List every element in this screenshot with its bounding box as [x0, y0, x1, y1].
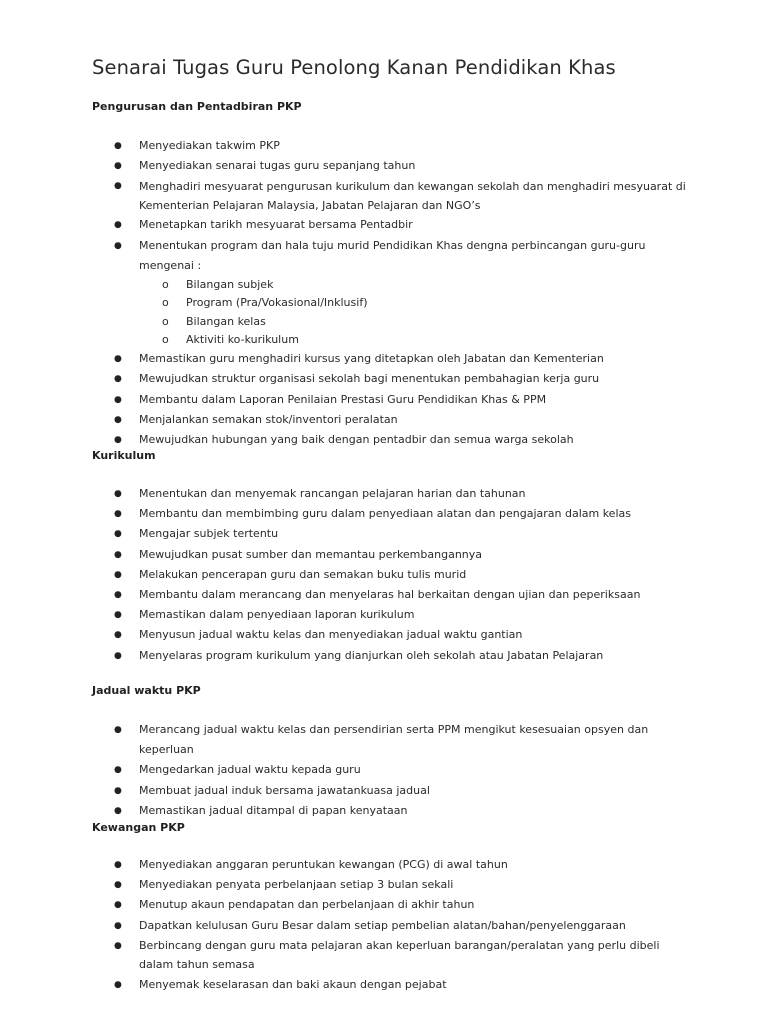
list-item-text: Menyusun jadual waktu kelas dan menyediakan jadual waktu gantian — [139, 628, 523, 642]
bullet-marker: ● — [114, 630, 122, 641]
bullet-marker: ● — [114, 161, 122, 172]
section-list-kurikulum — [0, 484, 768, 666]
list-item — [0, 975, 768, 995]
list-item — [0, 875, 768, 895]
bullet-marker: ● — [114, 240, 122, 251]
list-item-text: Membuat jadual induk bersama jawatankuasa jadual — [139, 783, 430, 797]
sub-bullet-marker: o — [162, 332, 169, 346]
bullet-marker: ● — [114, 489, 122, 499]
list-item — [0, 410, 768, 430]
list-item — [0, 720, 768, 760]
bullet-marker: ● — [114, 765, 122, 776]
list-item-text: Menyediakan senarai tugas guru sepanjang tahun — [139, 159, 416, 173]
list-item — [0, 936, 768, 975]
list-item-text: Menetapkan tarikh mesyuarat bersama Pentadbir — [139, 218, 413, 232]
list-item-text: Memastikan dalam penyediaan laporan kurikulum — [139, 608, 415, 622]
list-item — [0, 484, 768, 504]
bullet-marker: ● — [114, 650, 122, 661]
list-item-text: Menyediakan anggaran peruntukan kewangan (PCG) di awal tahun — [139, 858, 508, 871]
section-list-jadual — [0, 720, 768, 821]
bullet-marker: ● — [114, 374, 122, 385]
bullet-marker: ● — [114, 354, 122, 365]
list-item-text: Menyelaras program kurikulum yang dianjurkan oleh sekolah atau Jabatan Pelajaran — [139, 648, 604, 662]
sub-list-item-text: Aktiviti ko-kurikulum — [186, 332, 299, 346]
sub-bullet-marker: o — [162, 296, 169, 310]
bullet-marker: ● — [114, 940, 122, 951]
list-item-text: Berbincang dengan guru mata pelajaran akan keperluan barangan/peralatan yang perlu dibeli dalam tahun semasa — [139, 939, 660, 972]
list-item-text: Menentukan dan menyemak rancangan pelajaran harian dan tahunan — [139, 487, 526, 500]
bullet-marker: ● — [114, 880, 122, 891]
list-item — [0, 895, 768, 915]
list-item — [0, 801, 768, 821]
list-item-text: Mengedarkan jadual waktu kepada guru — [139, 763, 361, 777]
list-item — [0, 136, 768, 156]
sub-list-item-text: Program (Pra/Vokasional/Inklusif) — [186, 296, 368, 310]
list-item — [0, 760, 768, 780]
bullet-marker: ● — [114, 529, 122, 540]
bullet-marker: ● — [114, 725, 122, 735]
list-item-text: Mewujudkan hubungan yang baik dengan pentadbir dan semua warga sekolah — [139, 433, 574, 447]
sub-list — [139, 276, 688, 349]
bullet-marker: ● — [114, 569, 122, 580]
list-item-text: Dapatkan kelulusan Guru Besar dalam setiap pembelian alatan/bahan/penyelenggaraan — [139, 918, 626, 932]
list-item-text: Membantu dan membimbing guru dalam penyediaan alatan dan pengajaran dalam kelas — [139, 507, 631, 521]
list-item — [0, 176, 768, 215]
list-item — [0, 605, 768, 625]
list-item-text: Menentukan program dan hala tuju murid Pendidikan Khas dengna perbincangan guru-guru mengenai : — [139, 238, 646, 272]
list-item-text: Membantu dalam Laporan Penilaian Prestasi Guru Pendidikan Khas & PPM — [139, 392, 547, 406]
sub-list-item — [139, 276, 688, 294]
list-item-text: Memastikan guru menghadiri kursus yang ditetapkan oleh Jabatan dan Kementerian — [139, 352, 604, 366]
bullet-marker: ● — [114, 805, 122, 816]
list-item — [0, 916, 768, 936]
bullet-marker: ● — [114, 549, 122, 560]
bullet-marker: ● — [114, 220, 122, 231]
list-item-text: Menjalankan semakan stok/inventori peralatan — [139, 412, 398, 426]
list-item-text: Mewujudkan pusat sumber dan memantau perkembangannya — [139, 547, 483, 561]
sub-list-item — [139, 294, 688, 312]
list-item — [0, 545, 768, 565]
bullet-marker: ● — [114, 610, 122, 621]
list-item — [0, 524, 768, 544]
bullet-marker: ● — [114, 509, 122, 520]
list-item — [0, 855, 768, 875]
section-heading-kurikulum: Kurikulum — [92, 449, 156, 462]
sub-list-item — [139, 313, 688, 331]
list-item-text: Mengajar subjek tertentu — [139, 527, 279, 541]
list-item — [0, 504, 768, 524]
list-item — [0, 585, 768, 605]
list-item-text: Memastikan jadual ditampal di papan kenyataan — [139, 803, 408, 817]
list-item — [0, 215, 768, 235]
section-list-pengurusan — [0, 136, 768, 450]
list-item — [0, 781, 768, 801]
list-item-text: Menyemak keselarasan dan baki akaun dengan pejabat — [139, 977, 447, 991]
bullet-marker: ● — [114, 979, 122, 990]
bullet-marker: ● — [114, 141, 122, 151]
list-item — [0, 236, 768, 350]
sub-list-item-text: Bilangan kelas — [186, 314, 266, 328]
list-item — [0, 430, 768, 450]
section-heading-kewangan: Kewangan PKP — [92, 821, 185, 834]
sub-bullet-marker: o — [162, 314, 169, 328]
list-item-text: Menyediakan takwim PKP — [139, 139, 280, 152]
list-item — [0, 646, 768, 666]
section-heading-jadual: Jadual waktu PKP — [92, 684, 201, 697]
list-item — [0, 156, 768, 176]
list-item — [0, 625, 768, 645]
bullet-marker: ● — [114, 860, 122, 870]
sub-list-item-text: Bilangan subjek — [186, 278, 274, 292]
bullet-marker: ● — [114, 590, 122, 601]
bullet-marker: ● — [114, 181, 122, 192]
document-title: Senarai Tugas Guru Penolong Kanan Pendidikan Khas — [92, 56, 616, 79]
list-item-text: Melakukan pencerapan guru dan semakan buku tulis murid — [139, 567, 467, 581]
list-item-text: Membantu dalam merancang dan menyelaras hal berkaitan dengan ujian dan peperiksaan — [139, 588, 641, 602]
list-item-text: Menghadiri mesyuarat pengurusan kurikulum dan kewangan sekolah dan menghadiri mesyuarat di Kementerian Pelajaran Malaysia, Jabatan Pelajaran dan NGO’s — [139, 179, 686, 212]
section-list-kewangan — [0, 855, 768, 995]
bullet-marker: ● — [114, 900, 122, 911]
bullet-marker: ● — [114, 394, 122, 405]
list-item — [0, 390, 768, 410]
list-item-text: Mewujudkan struktur organisasi sekolah bagi menentukan pembahagian kerja guru — [139, 372, 600, 386]
section-heading-pengurusan: Pengurusan dan Pentadbiran PKP — [92, 100, 302, 113]
list-item-text: Menutup akaun pendapatan dan perbelanjaan di akhir tahun — [139, 898, 475, 912]
bullet-marker: ● — [114, 414, 122, 425]
list-item-text: Merancang jadual waktu kelas dan persendirian serta PPM mengikut kesesuaian opsyen dan keperluan — [139, 723, 649, 757]
bullet-marker: ● — [114, 435, 122, 446]
bullet-marker: ● — [114, 785, 122, 796]
list-item — [0, 349, 768, 369]
list-item-text: Menyediakan penyata perbelanjaan setiap 3 bulan sekali — [139, 878, 454, 892]
list-item — [0, 565, 768, 585]
list-item — [0, 369, 768, 389]
bullet-marker: ● — [114, 920, 122, 931]
sub-bullet-marker: o — [162, 278, 169, 292]
sub-list-item — [139, 331, 688, 349]
